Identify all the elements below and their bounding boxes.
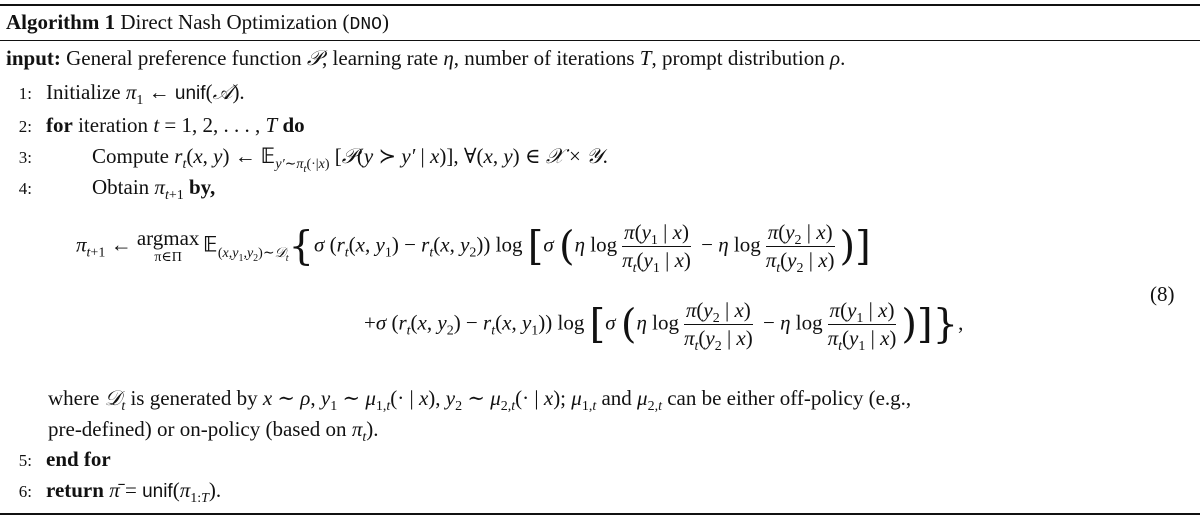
argmax-subscript: π∈Π <box>154 250 182 265</box>
math-eta: η <box>443 46 454 70</box>
input-line <box>6 48 845 69</box>
algorithm-title: Direct Nash Optimization <box>120 10 338 34</box>
input-text: , prompt distribution <box>651 46 825 70</box>
line-number: 5: <box>18 451 32 470</box>
input-text: General preference function <box>66 46 302 70</box>
math-P: 𝒫 <box>306 46 323 70</box>
log-text: log <box>557 310 585 335</box>
where-line-2: pre-defined) or on-policy (based on $\pi_t$). <box>48 417 379 446</box>
argmax-text: argmax <box>136 226 200 250</box>
where-text: ). <box>366 417 379 441</box>
step-2: 2: for iteration t = 1, 2, . . . , T do <box>0 115 305 136</box>
step-text: Obtain <box>92 175 150 199</box>
step-text: Initialize <box>46 80 121 104</box>
keyword-end-for: end for <box>46 447 111 471</box>
math-T: T <box>639 46 652 70</box>
algorithm-header: Algorithm 1 Direct Nash Optimization (DNO) <box>6 10 389 35</box>
keyword-return: return <box>46 478 104 502</box>
input-text: , number of iterations <box>453 46 635 70</box>
header-rule <box>0 40 1200 41</box>
line-number: 2: <box>18 117 32 136</box>
input-text: , learning rate <box>322 46 439 70</box>
where-line-1: where 𝒟$_t$ is generated by x ∼ ρ, $y_1$ ∼ $\mu_{1,t}(\cdot$ | x), $y_2$ ∼ $\mu_{2,t}(\cdot$ | x); $\mu_{1,t}$ and $\mu_{2,t}$ can be either off-policy (e.g., <box>48 386 912 415</box>
step-3: 3: Compute $r_t(x$, y) ← 𝔼$_{y'\sim\pi_t(\cdot|x)}$ [𝒫(y ≻ y′ | x)], ∀(x, y) ∈ 𝒳 × 𝒴. <box>0 146 608 169</box>
argmax-operator <box>137 228 200 265</box>
input-keyword: input: <box>6 46 61 70</box>
where-text: pre-defined) or on-policy (based on <box>48 417 347 441</box>
line-number: 4: <box>18 179 32 198</box>
line-number: 3: <box>18 148 32 167</box>
step-text: by, <box>188 175 216 199</box>
line-number: 6: <box>18 482 32 501</box>
step-6: 6: return π̄ = $unif(\pi_{1:T})$. <box>0 480 221 501</box>
where-text: can be either off-policy (e.g., <box>667 386 912 410</box>
top-rule <box>0 4 1200 6</box>
where-text: is generated by <box>130 386 258 410</box>
line-number: 1: <box>18 84 32 103</box>
equation-line-1: $\pi_{t+1}$ ← argmax π∈Π 𝔼$_{(x,y_1,y_2)\sim 𝒟_t}${σ ($r_t(x$, $y_1) - r_t(x$, $y_2$)) log [σ (η log $\frac{\pi(y_1 | x)}{\pi_t(y_1 | x)}$ − η log $\frac{\pi(y_2 | x)}{\pi_t(y_2 | x)}$ )] <box>76 220 871 277</box>
step-text: Compute <box>92 144 169 168</box>
log-text: log <box>495 232 523 257</box>
math-rho: ρ <box>829 46 841 70</box>
where-text: and <box>601 386 632 410</box>
step-text: iteration <box>78 113 149 137</box>
equation-line-2: +σ ($r_t(x$, $y_2) - r_t(x$, $y_1$)) log [σ (η log $\frac{\pi(y_2 | x)}{\pi_t(y_2 | x)}$ − η log $\frac{\pi(y_1 | x)}{\pi_t(y_1 | x)}$ )]}, <box>364 298 964 355</box>
step-5 <box>0 449 111 470</box>
step-1: 1: Initialize $\pi_1$ ← unif(𝒜). <box>0 82 245 103</box>
where-text: where <box>48 386 100 410</box>
algorithm-abbrev: DNO <box>349 15 382 35</box>
input-text: . <box>840 46 846 70</box>
bottom-rule <box>0 513 1200 515</box>
equation-number: (8) <box>1150 282 1175 306</box>
keyword-do: do <box>282 113 305 137</box>
keyword-for: for <box>46 113 73 137</box>
step-4: 4: Obtain $\pi_{t+1}$ by, <box>0 177 215 198</box>
algorithm-label: Algorithm 1 <box>6 10 116 34</box>
